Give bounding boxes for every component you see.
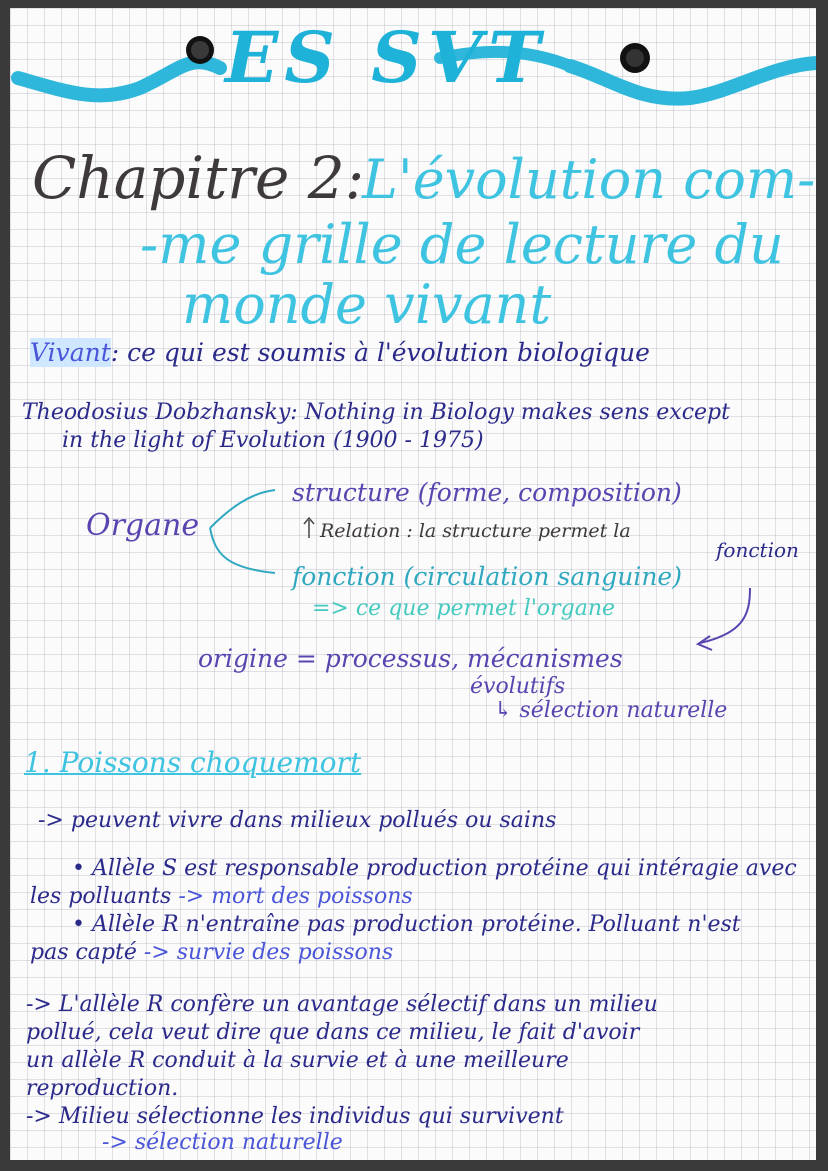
evolutifs-label: évolutifs	[470, 674, 566, 699]
advantage-line-1: -> L'allèle R confère un avantage sélectif dans un milieu	[26, 992, 658, 1017]
vivant-term: Vivant	[30, 338, 111, 367]
banner-title: ES SVT	[225, 16, 547, 99]
allele-r-line-1: • Allèle R n'entraîne pas production protéine. Polluant n'est	[72, 912, 741, 937]
fonction-label: fonction (circulation sanguine)	[292, 562, 682, 591]
origine-label: origine = processus, mécanismes	[198, 644, 623, 673]
advantage-line-4: reproduction.	[26, 1076, 179, 1101]
advantage-line-2: pollué, cela veut dire que dans ce milieu, le fait d'avoir	[26, 1020, 640, 1045]
section-1-heading: 1. Poissons choquemort	[24, 746, 362, 779]
quote-line-2: in the light of Evolution (1900 - 1975)	[62, 428, 484, 453]
organe-label: Organe	[86, 508, 200, 543]
milieu-line-2: -> sélection naturelle	[102, 1130, 343, 1155]
allele-s-result: -> mort des poissons	[178, 884, 413, 909]
relation-label: Relation : la structure permet la	[320, 520, 631, 542]
notebook-page	[10, 8, 816, 1160]
structure-label: structure (forme, composition)	[292, 478, 682, 507]
section-1-line-1: -> peuvent vivre dans milieux pollués ou sains	[38, 808, 557, 833]
milieu-line-1: -> Milieu sélectionne les individus qui survivent	[26, 1104, 564, 1129]
allele-s-polluants: les polluants	[30, 884, 172, 909]
vivant-def: : ce qui est soumis à l'évolution biologique	[110, 338, 650, 367]
quote-line-1: Theodosius Dobzhansky: Nothing in Biology makes sens except	[22, 400, 730, 425]
selection-label: ↳ sélection naturelle	[494, 698, 728, 723]
advantage-line-3: un allèle R conduit à la survie et à une meilleure	[26, 1048, 569, 1073]
chapter-title-line-3: monde vivant	[182, 273, 552, 336]
allele-r-line-2	[30, 940, 393, 965]
chapter-title-line-2: -me grille de lecture du	[140, 213, 784, 276]
allele-r-result: -> survie des poissons	[143, 940, 394, 965]
permet-label: => ce que permet l'organe	[312, 596, 616, 621]
allele-s-line-2	[30, 884, 413, 909]
chapter-label: Chapitre 2:	[32, 144, 365, 212]
vivant-definition	[30, 338, 650, 367]
allele-r-capte: pas capté	[30, 940, 137, 965]
allele-s-line-1: • Allèle S est responsable production protéine qui intéragie avec	[72, 856, 797, 881]
fonction-wrap-label: fonction	[716, 538, 799, 562]
chapter-title-line-1: L'évolution com-	[362, 148, 816, 211]
